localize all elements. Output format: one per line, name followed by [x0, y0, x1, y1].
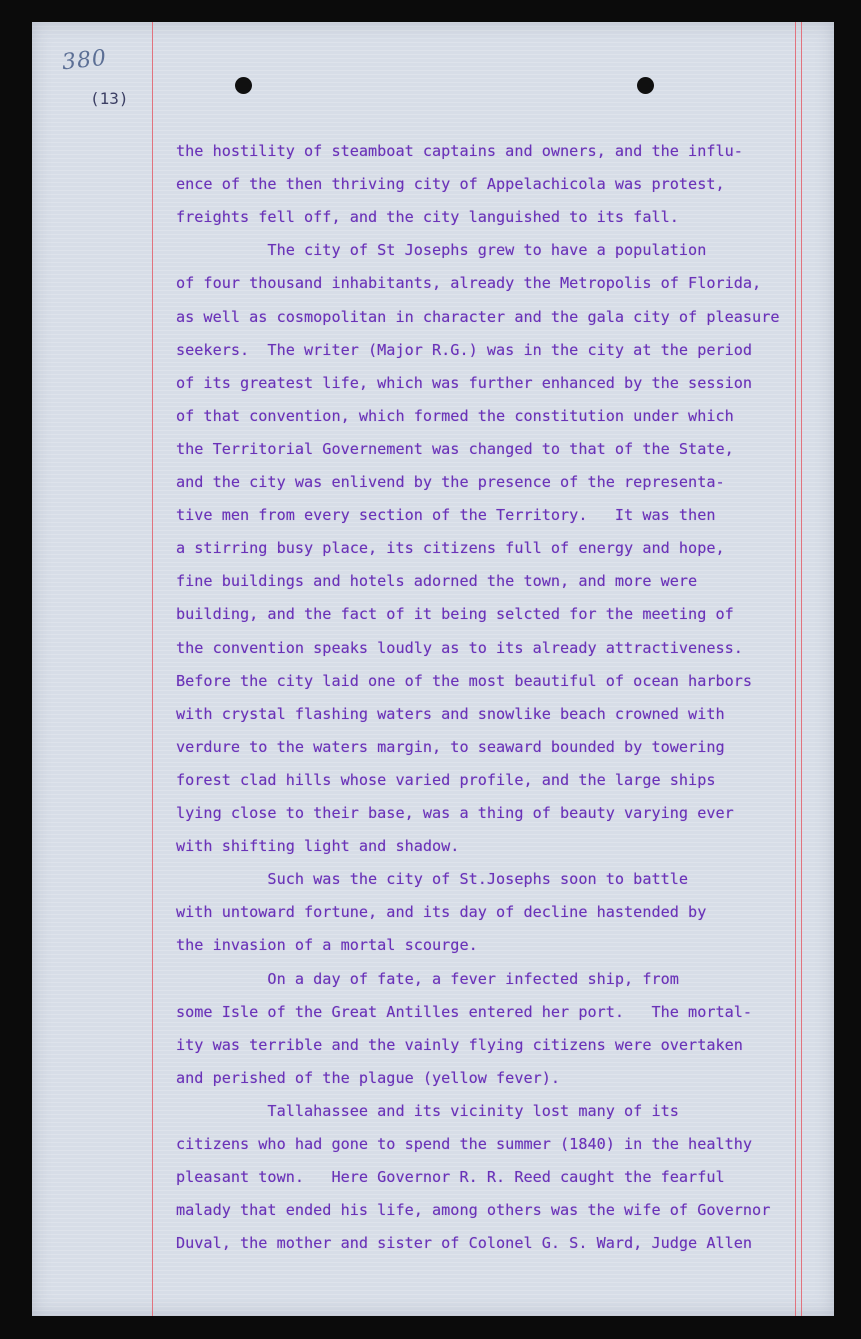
- document-page: [32, 22, 834, 1316]
- text-line: of that convention, which formed the constitution under which: [176, 406, 734, 425]
- text-line: the hostility of steamboat captains and owners, and the influ-: [176, 142, 743, 160]
- typed-body-text: [32, 22, 834, 1316]
- text-line: citizens who had gone to spend the summer (1840) in the healthy: [176, 1135, 753, 1153]
- text-line: The city of St Josephs grew to have a population: [176, 241, 707, 260]
- text-line: with crystal flashing waters and snowlike beach crowned with: [176, 704, 725, 723]
- text-line: as well as cosmopolitan in character and the gala city of pleasure: [176, 307, 780, 326]
- text-line: Before the city laid one of the most beautiful of ocean harbors: [176, 671, 753, 690]
- text-line: ence of the then thriving city of Appelachicola was protest,: [176, 175, 725, 194]
- text-line: and the city was enlivend by the presence of the representa-: [176, 473, 725, 491]
- text-line: freights fell off, and the city languished to its fall.: [176, 208, 679, 227]
- text-line: lying close to their base, was a thing of beauty varying ever: [176, 804, 734, 822]
- text-line: the convention speaks loudly as to its already attractiveness.: [176, 638, 743, 657]
- text-line: a stirring busy place, its citizens full of energy and hope,: [176, 539, 725, 558]
- text-line: building, and the fact of it being selcted for the meeting of: [176, 605, 734, 624]
- text-line: Tallahassee and its vicinity lost many of its: [176, 1101, 679, 1120]
- text-line: of its greatest life, which was further enhanced by the session: [176, 373, 753, 392]
- text-line: Duval, the mother and sister of Colonel G. S. Ward, Judge Allen: [176, 1234, 753, 1253]
- text-line: of four thousand inhabitants, already the Metropolis of Florida,: [176, 274, 762, 293]
- text-line: the invasion of a mortal scourge.: [176, 936, 478, 955]
- text-line: fine buildings and hotels adorned the town, and more were: [176, 572, 698, 591]
- text-line: tive men from every section of the Territory. It was then: [176, 506, 716, 525]
- text-line: some Isle of the Great Antilles entered her port. The mortal-: [176, 1002, 753, 1021]
- text-line: ity was terrible and the vainly flying citizens were overtaken: [176, 1035, 743, 1054]
- text-line: seekers. The writer (Major R.G.) was in the city at the period: [176, 340, 753, 359]
- text-line: Such was the city of St.Josephs soon to battle: [176, 870, 689, 889]
- folio-number: 380: [60, 45, 109, 76]
- text-line: On a day of fate, a fever infected ship, from: [176, 969, 679, 988]
- text-line: pleasant town. Here Governor R. R. Reed caught the fearful: [176, 1168, 725, 1187]
- text-line: and perished of the plague (yellow fever).: [176, 1068, 561, 1087]
- text-line: verdure to the waters margin, to seaward bounded by towering: [176, 737, 725, 756]
- page-number: (13): [90, 89, 129, 108]
- text-line: with shifting light and shadow.: [176, 837, 460, 856]
- text-line: the Territorial Governement was changed to that of the State,: [176, 439, 734, 458]
- text-line: with untoward fortune, and its day of decline hastended by: [176, 903, 707, 922]
- text-line: malady that ended his life, among others was the wife of Governor: [176, 1201, 771, 1220]
- text-line: forest clad hills whose varied profile, and the large ships: [176, 770, 716, 789]
